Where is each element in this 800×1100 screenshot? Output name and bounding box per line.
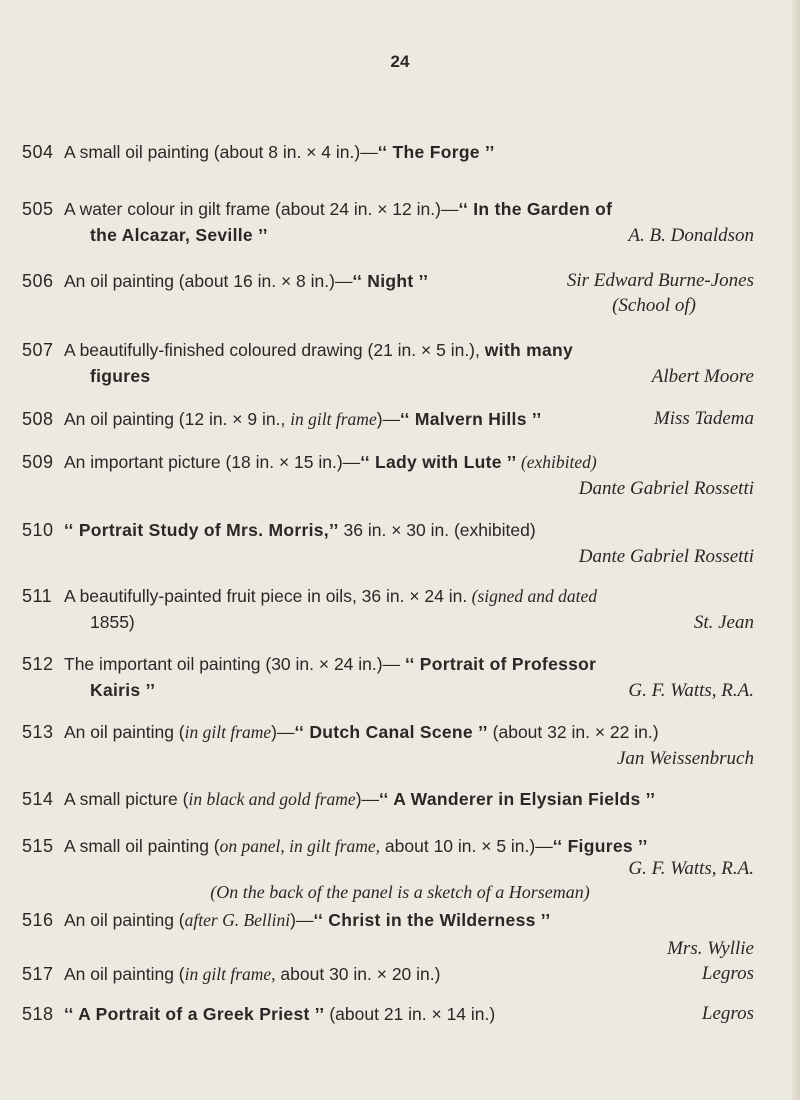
lot-title: ‘‘ In the Garden of	[458, 199, 613, 219]
lot-description: The important oil painting (30 in. × 24 in.)— ‘‘ Portrait of Professor	[64, 654, 597, 674]
lot-number: 509	[22, 452, 54, 472]
lot-description-cont: Kairis ’’	[90, 680, 156, 700]
lot-artist: Albert Moore	[651, 366, 754, 387]
lot-description: An oil painting (12 in. × 9 in., in gilt frame)—‘‘ Malvern Hills ’’	[64, 409, 542, 429]
lot-description: ‘‘ Portrait Study of Mrs. Morris,’’ 36 in. × 30 in. (exhibited)	[64, 520, 536, 540]
lot-number: 508	[22, 409, 54, 429]
lot-title: ‘‘ Christ in the Wilderness ’’	[313, 910, 551, 930]
lot-number: 512	[22, 654, 54, 674]
lot-number: 515	[22, 836, 54, 856]
lot-description: A small oil painting (about 8 in. × 4 in.)—‘‘ The Forge ’’	[64, 142, 495, 162]
lot-artist: Dante Gabriel Rossetti	[578, 546, 754, 567]
lot-description: An oil painting (in gilt frame, about 30 in. × 20 in.)	[64, 964, 441, 984]
lot-description: A water colour in gilt frame (about 24 in. × 12 in.)—‘‘ In the Garden of	[64, 199, 613, 219]
page-edge	[792, 0, 800, 1100]
lot-number: 506	[22, 271, 54, 291]
lot-artist: Legros	[701, 963, 754, 984]
lot-title: ‘‘ Figures ’’	[552, 836, 648, 856]
lot-description: An oil painting (about 16 in. × 8 in.)—‘‘ Night ’’	[64, 271, 429, 291]
lot-description-cont: 1855)	[90, 612, 135, 632]
lot-number: 514	[22, 789, 54, 809]
lot-number: 518	[22, 1004, 54, 1024]
lot-description: A small picture (in black and gold frame)—‘‘ A Wanderer in Elysian Fields ’’	[64, 789, 656, 809]
lot-title: ‘‘ Portrait Study of Mrs. Morris,’’	[64, 520, 339, 540]
lot-artist: Mrs. Wyllie	[667, 938, 754, 959]
lot-artist: G. F. Watts, R.A.	[628, 858, 754, 879]
lot-description: An important picture (18 in. × 15 in.)—‘‘ Lady with Lute ’’ (exhibited)	[64, 452, 597, 472]
lot-title: ‘‘ Night ’’	[352, 271, 429, 291]
lot-description: An oil painting (after G. Bellini)—‘‘ Christ in the Wilderness ’’	[64, 910, 551, 930]
lot-description-cont: figures	[90, 366, 151, 386]
lot-artist: Jan Weissenbruch	[616, 748, 754, 769]
lot-number: 511	[22, 586, 53, 606]
lot-artist: Dante Gabriel Rossetti	[578, 478, 754, 499]
lot-title: ‘‘ Malvern Hills ’’	[400, 409, 542, 429]
lot-artist: G. F. Watts, R.A.	[628, 680, 754, 701]
lot-description-cont: the Alcazar, Seville ’’	[90, 225, 268, 245]
lot-description: A beautifully-finished coloured drawing (21 in. × 5 in.), with many	[64, 340, 574, 360]
lot-description: A beautifully-painted fruit piece in oils, 36 in. × 24 in. (signed and dated	[64, 586, 598, 606]
lot-number: 516	[22, 910, 54, 930]
lot-description: A small oil painting (on panel, in gilt frame, about 10 in. × 5 in.)—‘‘ Figures ’’	[64, 836, 648, 856]
lot-title: ‘‘ A Portrait of a Greek Priest ’’	[64, 1004, 325, 1024]
lot-title: ‘‘ Lady with Lute ’’	[360, 452, 517, 472]
lot-artist-note: (School of)	[612, 295, 696, 316]
page-number: 24	[390, 52, 410, 71]
lot-artist: Sir Edward Burne-Jones	[566, 270, 754, 291]
lot-number: 505	[22, 199, 54, 219]
lot-title: with many	[484, 340, 574, 360]
lot-number: 504	[22, 142, 54, 162]
lot-number: 507	[22, 340, 54, 360]
lot-title: ‘‘ The Forge ’’	[377, 142, 495, 162]
lot-number: 513	[22, 722, 54, 742]
lot-number: 517	[22, 964, 54, 984]
lot-artist: St. Jean	[693, 612, 754, 633]
lot-title: ‘‘ Dutch Canal Scene ’’	[294, 722, 488, 742]
lot-title: ‘‘ A Wanderer in Elysian Fields ’’	[379, 789, 656, 809]
lot-description: ‘‘ A Portrait of a Greek Priest ’’ (about 21 in. × 14 in.)	[64, 1004, 496, 1024]
lot-artist: Miss Tadema	[653, 408, 754, 429]
lot-description: An oil painting (in gilt frame)—‘‘ Dutch Canal Scene ’’ (about 32 in. × 22 in.)	[64, 722, 659, 742]
lot-artist: Legros	[701, 1003, 754, 1024]
lot-title: ‘‘ Portrait of Professor	[404, 654, 597, 674]
lot-note: (On the back of the panel is a sketch of a Horseman)	[210, 882, 590, 902]
lot-number: 510	[22, 520, 54, 540]
lot-artist: A. B. Donaldson	[628, 225, 754, 246]
